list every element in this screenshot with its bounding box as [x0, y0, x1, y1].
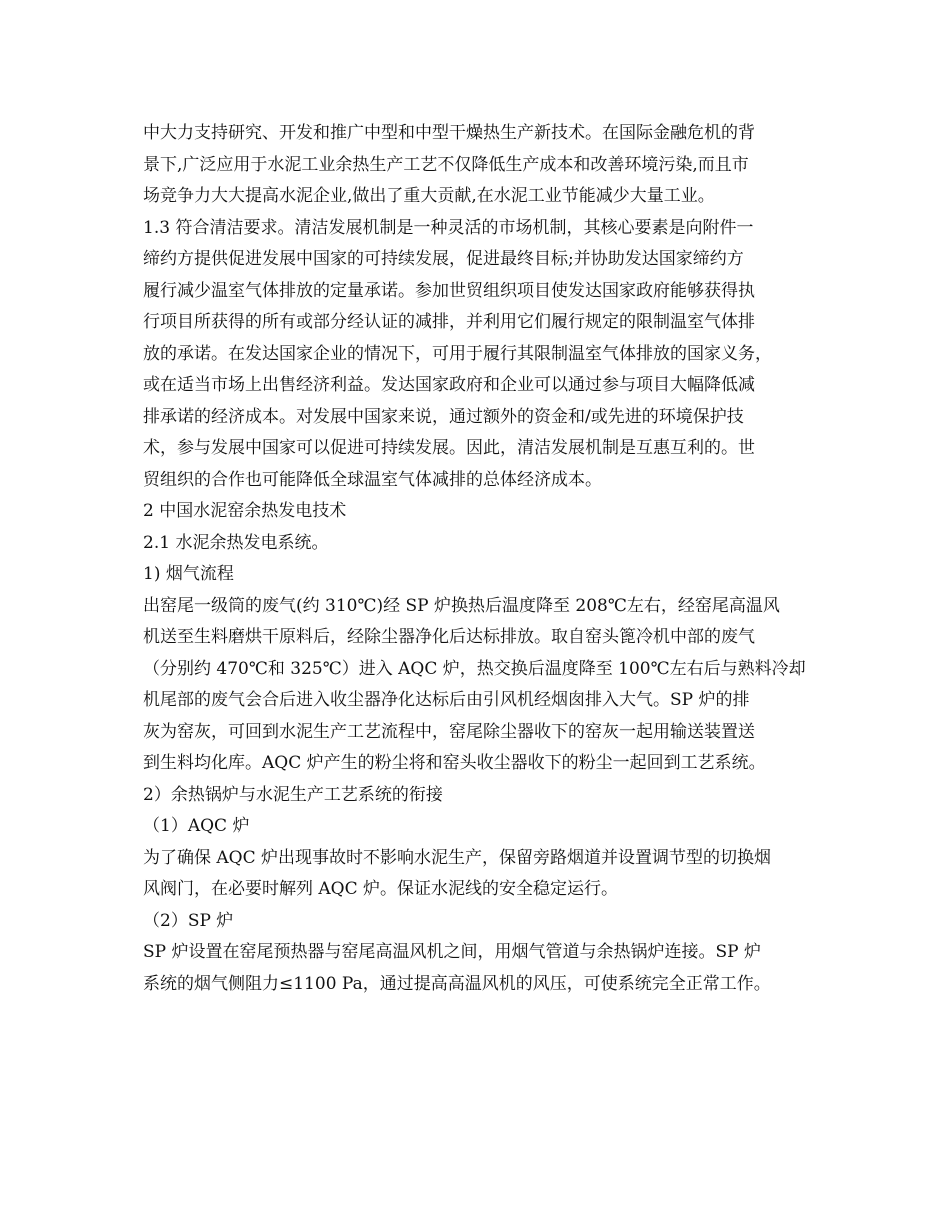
text-line: 术，参与发展中国家可以促进可持续发展。因此，清洁发展机制是互惠互利的。世: [143, 438, 755, 458]
text-line: 贸组织的合作也可能降低全球温室气体减排的总体经济成本。: [143, 469, 602, 490]
text-line: 机送至生料磨烘干原料后，经除尘器净化后达标排放。取自窑头篦冷机中部的废气: [143, 627, 755, 647]
text-line: （分别约 470℃和 325℃）进入 AQC 炉，热交换后温度降至 100℃左右后与熟料冷却: [143, 658, 806, 679]
paragraph-energy-saving: [143, 118, 816, 213]
heading-line: 2 中国水泥窑余热发电技术: [143, 501, 347, 521]
text-line: 场竞争力大大提高水泥企业,做出了重大贡献,在水泥工业节能减少大量工业。: [143, 186, 715, 206]
heading-line: 1) 烟气流程: [143, 564, 234, 584]
paragraph-sp-boiler: [143, 937, 816, 1000]
text-line: 或在适当市场上出售经济利益。发达国家政府和企业可以通过参与项目大幅降低减: [143, 375, 755, 395]
heading-line: 2）余热锅炉与水泥生产工艺系统的衔接: [143, 784, 443, 805]
text-line: 灰为窑灰，可回到水泥生产工艺流程中，窑尾除尘器收下的窑灰一起用输送装置送: [143, 721, 755, 742]
section-heading-2-1: [143, 528, 816, 560]
paragraph-aqc-boiler: [143, 843, 816, 906]
heading-line: （1）AQC 炉: [143, 816, 250, 836]
text-line: 履行减少温室气体排放的定量承诺。参加世贸组织项目使发达国家政府能够获得执: [143, 280, 755, 301]
text-line: 景下,广泛应用于水泥工业余热生产工艺不仅降低生产成本和改善环境污染,而且市: [143, 154, 749, 175]
document-page: [143, 118, 816, 1000]
text-line: 机尾部的废气会合后进入收尘器净化达标后由引风机经烟囱排入大气。SP 炉的排: [143, 690, 750, 710]
text-line: 排承诺的经济成本。对发展中国家来说，通过额外的资金和/或先进的环境保护技: [143, 406, 744, 427]
text-line: 放的承诺。在发达国家企业的情况下，可用于履行其限制温室气体排放的国家义务，: [143, 343, 772, 364]
text-line: 风阀门，在必要时解列 AQC 炉。保证水泥线的安全稳定运行。: [143, 879, 619, 899]
heading-line: 2.1 水泥余热发电系统。: [143, 532, 329, 553]
heading-line: （2）SP 炉: [143, 910, 234, 931]
subheading-flue-gas-flow: [143, 559, 816, 591]
paragraph-flue-gas: [143, 591, 816, 780]
text-line: 行项目所获得的所有或部分经认证的减排，并利用它们履行规定的限制温室气体排: [143, 312, 755, 332]
text-line: 出窑尾一级筒的废气(约 310℃)经 SP 炉换热后温度降至 208℃左右，经窑尾高温风: [143, 595, 780, 616]
text-line: SP 炉设置在窑尾预热器与窑尾高温风机之间，用烟气管道与余热锅炉连接。SP 炉: [143, 942, 761, 962]
text-line: 到生料均化库。AQC 炉产生的粉尘将和窑头收尘器收下的粉尘一起回到工艺系统。: [143, 753, 766, 773]
subheading-boiler-connection: [143, 780, 816, 812]
text-line: 中大力支持研究、开发和推广中型和中型干燥热生产新技术。在国际金融危机的背: [143, 123, 755, 143]
text-line: 1.3 符合清洁要求。清洁发展机制是一种灵活的市场机制，其核心要素是向附件一: [143, 217, 754, 238]
text-line: 系统的烟气侧阻力≤1100 Pa，通过提高高温风机的风压，可使系统完全正常工作。: [143, 973, 771, 994]
subheading-sp-boiler: [143, 906, 816, 938]
paragraph-clean-development: [143, 213, 816, 497]
text-line: 为了确保 AQC 炉出现事故时不影响水泥生产，保留旁路烟道并设置调节型的切换烟: [143, 847, 772, 868]
subheading-aqc-boiler: [143, 811, 816, 843]
text-line: 缔约方提供促进发展中国家的可持续发展，促进最终目标;并协助发达国家缔约方: [143, 249, 744, 269]
section-heading-2: [143, 496, 816, 528]
